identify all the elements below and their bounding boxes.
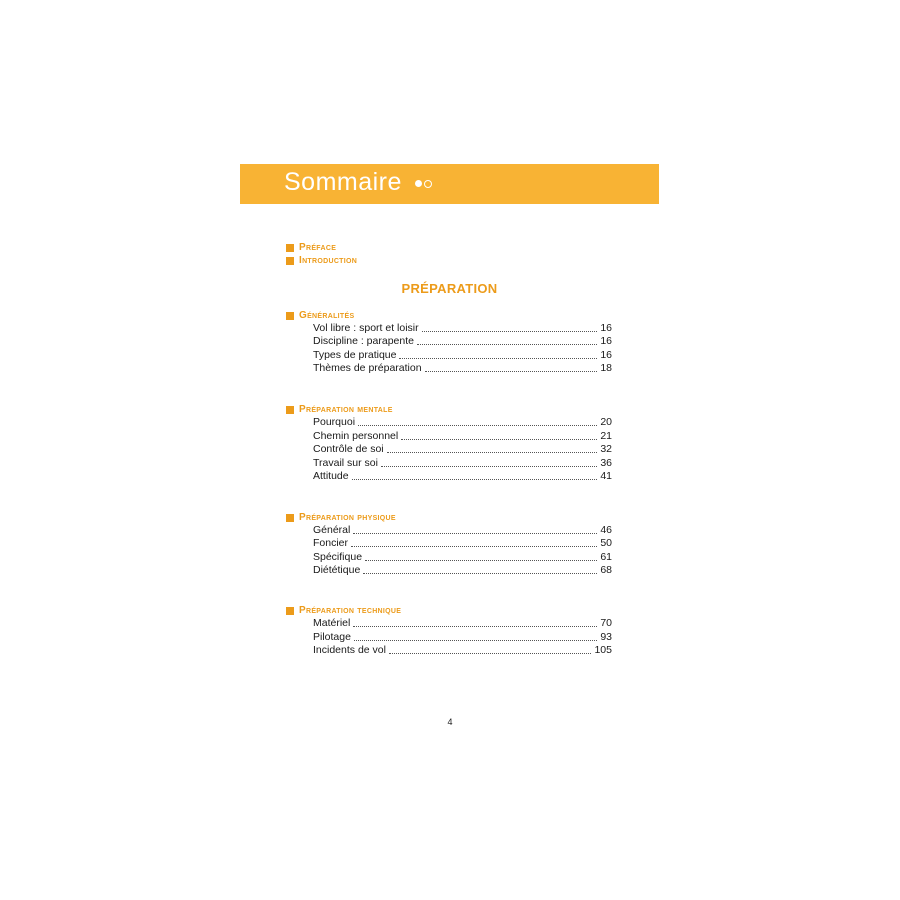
toc-front-introduction[interactable] [286,254,357,267]
toc-entry[interactable] [313,524,612,537]
toc-entry-page: 41 [600,470,612,482]
toc-entry[interactable] [313,335,612,348]
toc-entry-page: 61 [600,551,612,563]
toc-entry[interactable] [313,416,612,429]
toc-entry[interactable] [313,322,612,335]
bullet-square-icon [286,514,294,522]
part-title: PRÉPARATION [401,281,498,296]
toc-entry-label: Pilotage [313,631,351,643]
toc-front-preface[interactable] [286,241,336,254]
toc-entry-page: 20 [600,416,612,428]
toc-entry-page: 16 [600,322,612,334]
toc-entry-page: 32 [600,443,612,455]
toc-section-title: Préparation mentale [299,404,393,415]
toc-entry[interactable] [313,564,612,577]
toc-entry-label: Foncier [313,537,349,549]
empty-dot-icon [424,180,432,188]
toc-entry[interactable] [313,457,612,470]
toc-section-generalites[interactable] [286,309,354,322]
page-number: 4 [447,717,453,727]
toc-entry-label: Types de pratique [313,349,397,361]
bullet-square-icon [286,406,294,414]
toc-entry-page: 18 [600,362,612,374]
toc-entry-label: Discipline : parapente [313,335,414,347]
toc-entry-page: 36 [600,457,612,469]
toc-entry[interactable] [313,443,612,456]
toc-front-label: Introduction [299,255,358,266]
toc-section-title: Généralités [299,310,355,321]
filled-dot-icon [415,180,422,187]
toc-entry-label: Matériel [313,617,351,629]
toc-entry-page: 21 [600,430,612,442]
toc-entry-label: Thèmes de préparation [313,362,422,374]
bullet-square-icon [286,244,294,252]
toc-entry-page: 93 [600,631,612,643]
toc-entry-label: Vol libre : sport et loisir [313,322,419,334]
toc-entry-label: Incidents de vol [313,644,386,656]
toc-front-label: Préface [299,242,337,253]
dot-leader [422,331,598,332]
toc-entry[interactable] [313,362,612,375]
toc-entry[interactable] [313,349,612,362]
toc-entry-page: 68 [600,564,612,576]
toc-section-preparation-technique[interactable] [286,604,401,617]
banner-dots-icon [415,180,434,198]
dot-leader [353,626,597,627]
dot-leader [401,439,597,440]
toc-entry-label: Diététique [313,564,361,576]
toc-entry-page: 50 [600,537,612,549]
toc-entry[interactable] [313,631,612,644]
toc-entry[interactable] [313,551,612,564]
dot-leader [381,466,597,467]
bullet-square-icon [286,607,294,615]
toc-entry-page: 70 [600,617,612,629]
toc-entry-label: Chemin personnel [313,430,399,442]
toc-entry-label: Spécifique [313,551,363,563]
toc-entry[interactable] [313,470,612,483]
dot-leader [358,425,597,426]
bullet-square-icon [286,257,294,265]
toc-entry-page: 16 [600,335,612,347]
toc-entry-label: Pourquoi [313,416,356,428]
toc-entry-page: 16 [600,349,612,361]
toc-entry[interactable] [313,430,612,443]
dot-leader [363,573,597,574]
dot-leader [417,344,597,345]
toc-entry[interactable] [313,537,612,550]
toc-entry-label: Contrôle de soi [313,443,384,455]
toc-entry-label: Général [313,524,351,536]
toc-section-title: Préparation technique [299,605,402,616]
dot-leader [351,546,597,547]
toc-section-preparation-mentale[interactable] [286,403,393,416]
dot-leader [425,371,598,372]
toc-entry-label: Travail sur soi [313,457,378,469]
toc-entry-label: Attitude [313,470,349,482]
dot-leader [399,358,597,359]
toc-entry-page: 105 [594,644,612,656]
dot-leader [353,533,597,534]
toc-entry[interactable] [313,617,612,630]
bullet-square-icon [286,312,294,320]
toc-entry-page: 46 [600,524,612,536]
dot-leader [365,560,597,561]
toc-entry[interactable] [313,644,612,657]
dot-leader [352,479,598,480]
header-banner [240,164,659,204]
toc-section-preparation-physique[interactable] [286,511,396,524]
dot-leader [354,640,597,641]
toc-section-title: Préparation physique [299,512,396,523]
dot-leader [389,653,592,654]
dot-leader [387,452,598,453]
page-title: Sommaire [284,168,402,196]
